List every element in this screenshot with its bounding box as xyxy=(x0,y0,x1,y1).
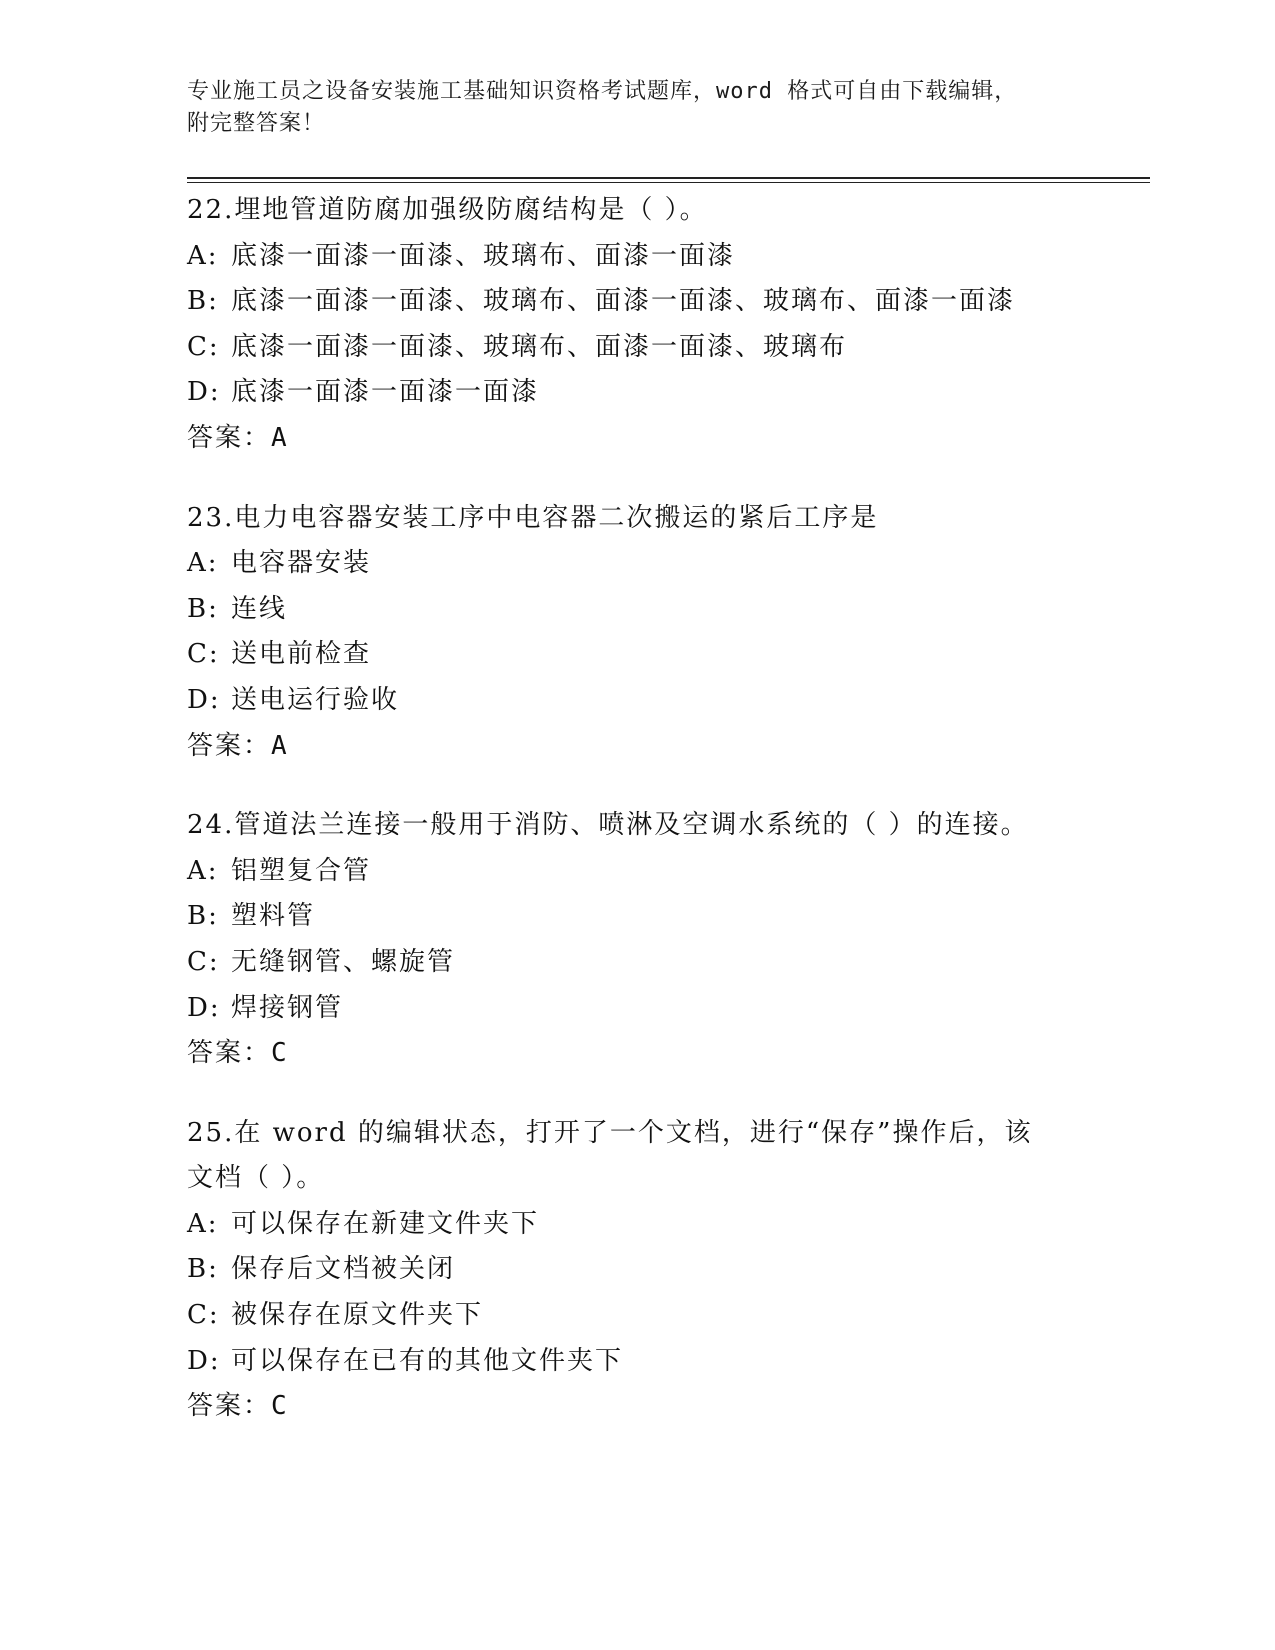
answer-value: A xyxy=(271,730,289,761)
answer-label: 答案： xyxy=(187,1038,272,1069)
option-text: 底漆一面漆一面漆、玻璃布、面漆一面漆 xyxy=(231,240,736,271)
option-text: 铝塑复合管 xyxy=(231,855,372,886)
option-a xyxy=(187,234,1087,280)
answer-value: C xyxy=(271,1391,289,1422)
option-text: 底漆一面漆一面漆、玻璃布、面漆一面漆、玻璃布、面漆一面漆 xyxy=(231,286,1016,317)
option-b xyxy=(187,279,1087,325)
option-text: 送电前检查 xyxy=(231,639,372,670)
question-stem: 23.电力电容器安装工序中电容器二次搬运的紧后工序是 xyxy=(187,502,879,533)
option-letter: B: xyxy=(187,286,219,317)
option-text: 保存后文档被关闭 xyxy=(231,1254,456,1285)
answer xyxy=(187,724,1087,770)
option-c xyxy=(187,940,1087,986)
option-letter: B: xyxy=(187,593,219,624)
option-text: 送电运行验收 xyxy=(231,684,400,715)
option-c xyxy=(187,632,1087,678)
option-letter: D: xyxy=(187,377,221,408)
option-text: 塑料管 xyxy=(231,901,316,932)
option-letter: A: xyxy=(187,1208,219,1239)
option-d xyxy=(187,678,1087,724)
option-text: 连线 xyxy=(231,593,288,624)
option-text: 电容器安装 xyxy=(231,548,372,579)
option-letter: A: xyxy=(187,240,219,271)
option-letter: C: xyxy=(187,1300,220,1331)
question-stem: 22.埋地管道防腐加强级防腐结构是（ ）。 xyxy=(187,195,708,225)
answer-value: A xyxy=(271,422,289,453)
option-d xyxy=(187,1339,1087,1385)
question-stem: 25.在 word 的编辑状态，打开了一个文档，进行“保存”操作后，该文档（ ）。 xyxy=(187,1117,1033,1194)
option-a xyxy=(187,849,1087,895)
option-text: 可以保存在已有的其他文件夹下 xyxy=(231,1345,624,1376)
answer-value: C xyxy=(271,1038,289,1069)
option-letter: A: xyxy=(187,855,219,886)
option-letter: B: xyxy=(187,901,219,932)
option-b xyxy=(187,1247,1087,1293)
option-letter: C: xyxy=(187,331,220,362)
answer-label: 答案： xyxy=(187,422,272,453)
answer xyxy=(187,1384,1087,1430)
option-text: 底漆一面漆一面漆、玻璃布、面漆一面漆、玻璃布 xyxy=(231,331,848,362)
question-22 xyxy=(187,188,1087,462)
question-23 xyxy=(187,496,1087,770)
question-25 xyxy=(187,1111,1087,1430)
question-list xyxy=(187,188,1087,1464)
option-d xyxy=(187,986,1087,1032)
header-line-1: 专业施工员之设备安装施工基础知识资格考试题库，word 格式可自由下载编辑， xyxy=(187,79,1018,104)
option-b xyxy=(187,587,1087,633)
option-letter: C: xyxy=(187,946,220,977)
answer xyxy=(187,1031,1087,1077)
option-text: 焊接钢管 xyxy=(231,992,344,1023)
option-text: 被保存在原文件夹下 xyxy=(231,1300,484,1331)
document-header xyxy=(187,76,1067,140)
option-letter: D: xyxy=(187,992,221,1023)
option-b xyxy=(187,894,1087,940)
option-c xyxy=(187,325,1087,371)
header-divider-thick xyxy=(187,177,1150,179)
option-c xyxy=(187,1293,1087,1339)
option-letter: D: xyxy=(187,1345,221,1376)
option-text: 底漆一面漆一面漆一面漆 xyxy=(231,377,540,408)
header-divider-thin xyxy=(187,182,1150,183)
option-letter: A: xyxy=(187,548,219,579)
option-text: 无缝钢管、螺旋管 xyxy=(231,946,456,977)
option-letter: C: xyxy=(187,639,220,670)
question-stem: 24.管道法兰连接一般用于消防、喷淋及空调水系统的（ ）的连接。 xyxy=(187,810,1029,841)
option-a xyxy=(187,1202,1087,1248)
question-24 xyxy=(187,803,1087,1077)
answer xyxy=(187,416,1087,462)
header-line-2: 附完整答案！ xyxy=(187,111,326,136)
option-letter: B: xyxy=(187,1254,219,1285)
answer-label: 答案： xyxy=(187,730,272,761)
answer-label: 答案： xyxy=(187,1391,272,1422)
option-d xyxy=(187,370,1087,416)
option-text: 可以保存在新建文件夹下 xyxy=(231,1208,540,1239)
option-a xyxy=(187,541,1087,587)
option-letter: D: xyxy=(187,684,221,715)
